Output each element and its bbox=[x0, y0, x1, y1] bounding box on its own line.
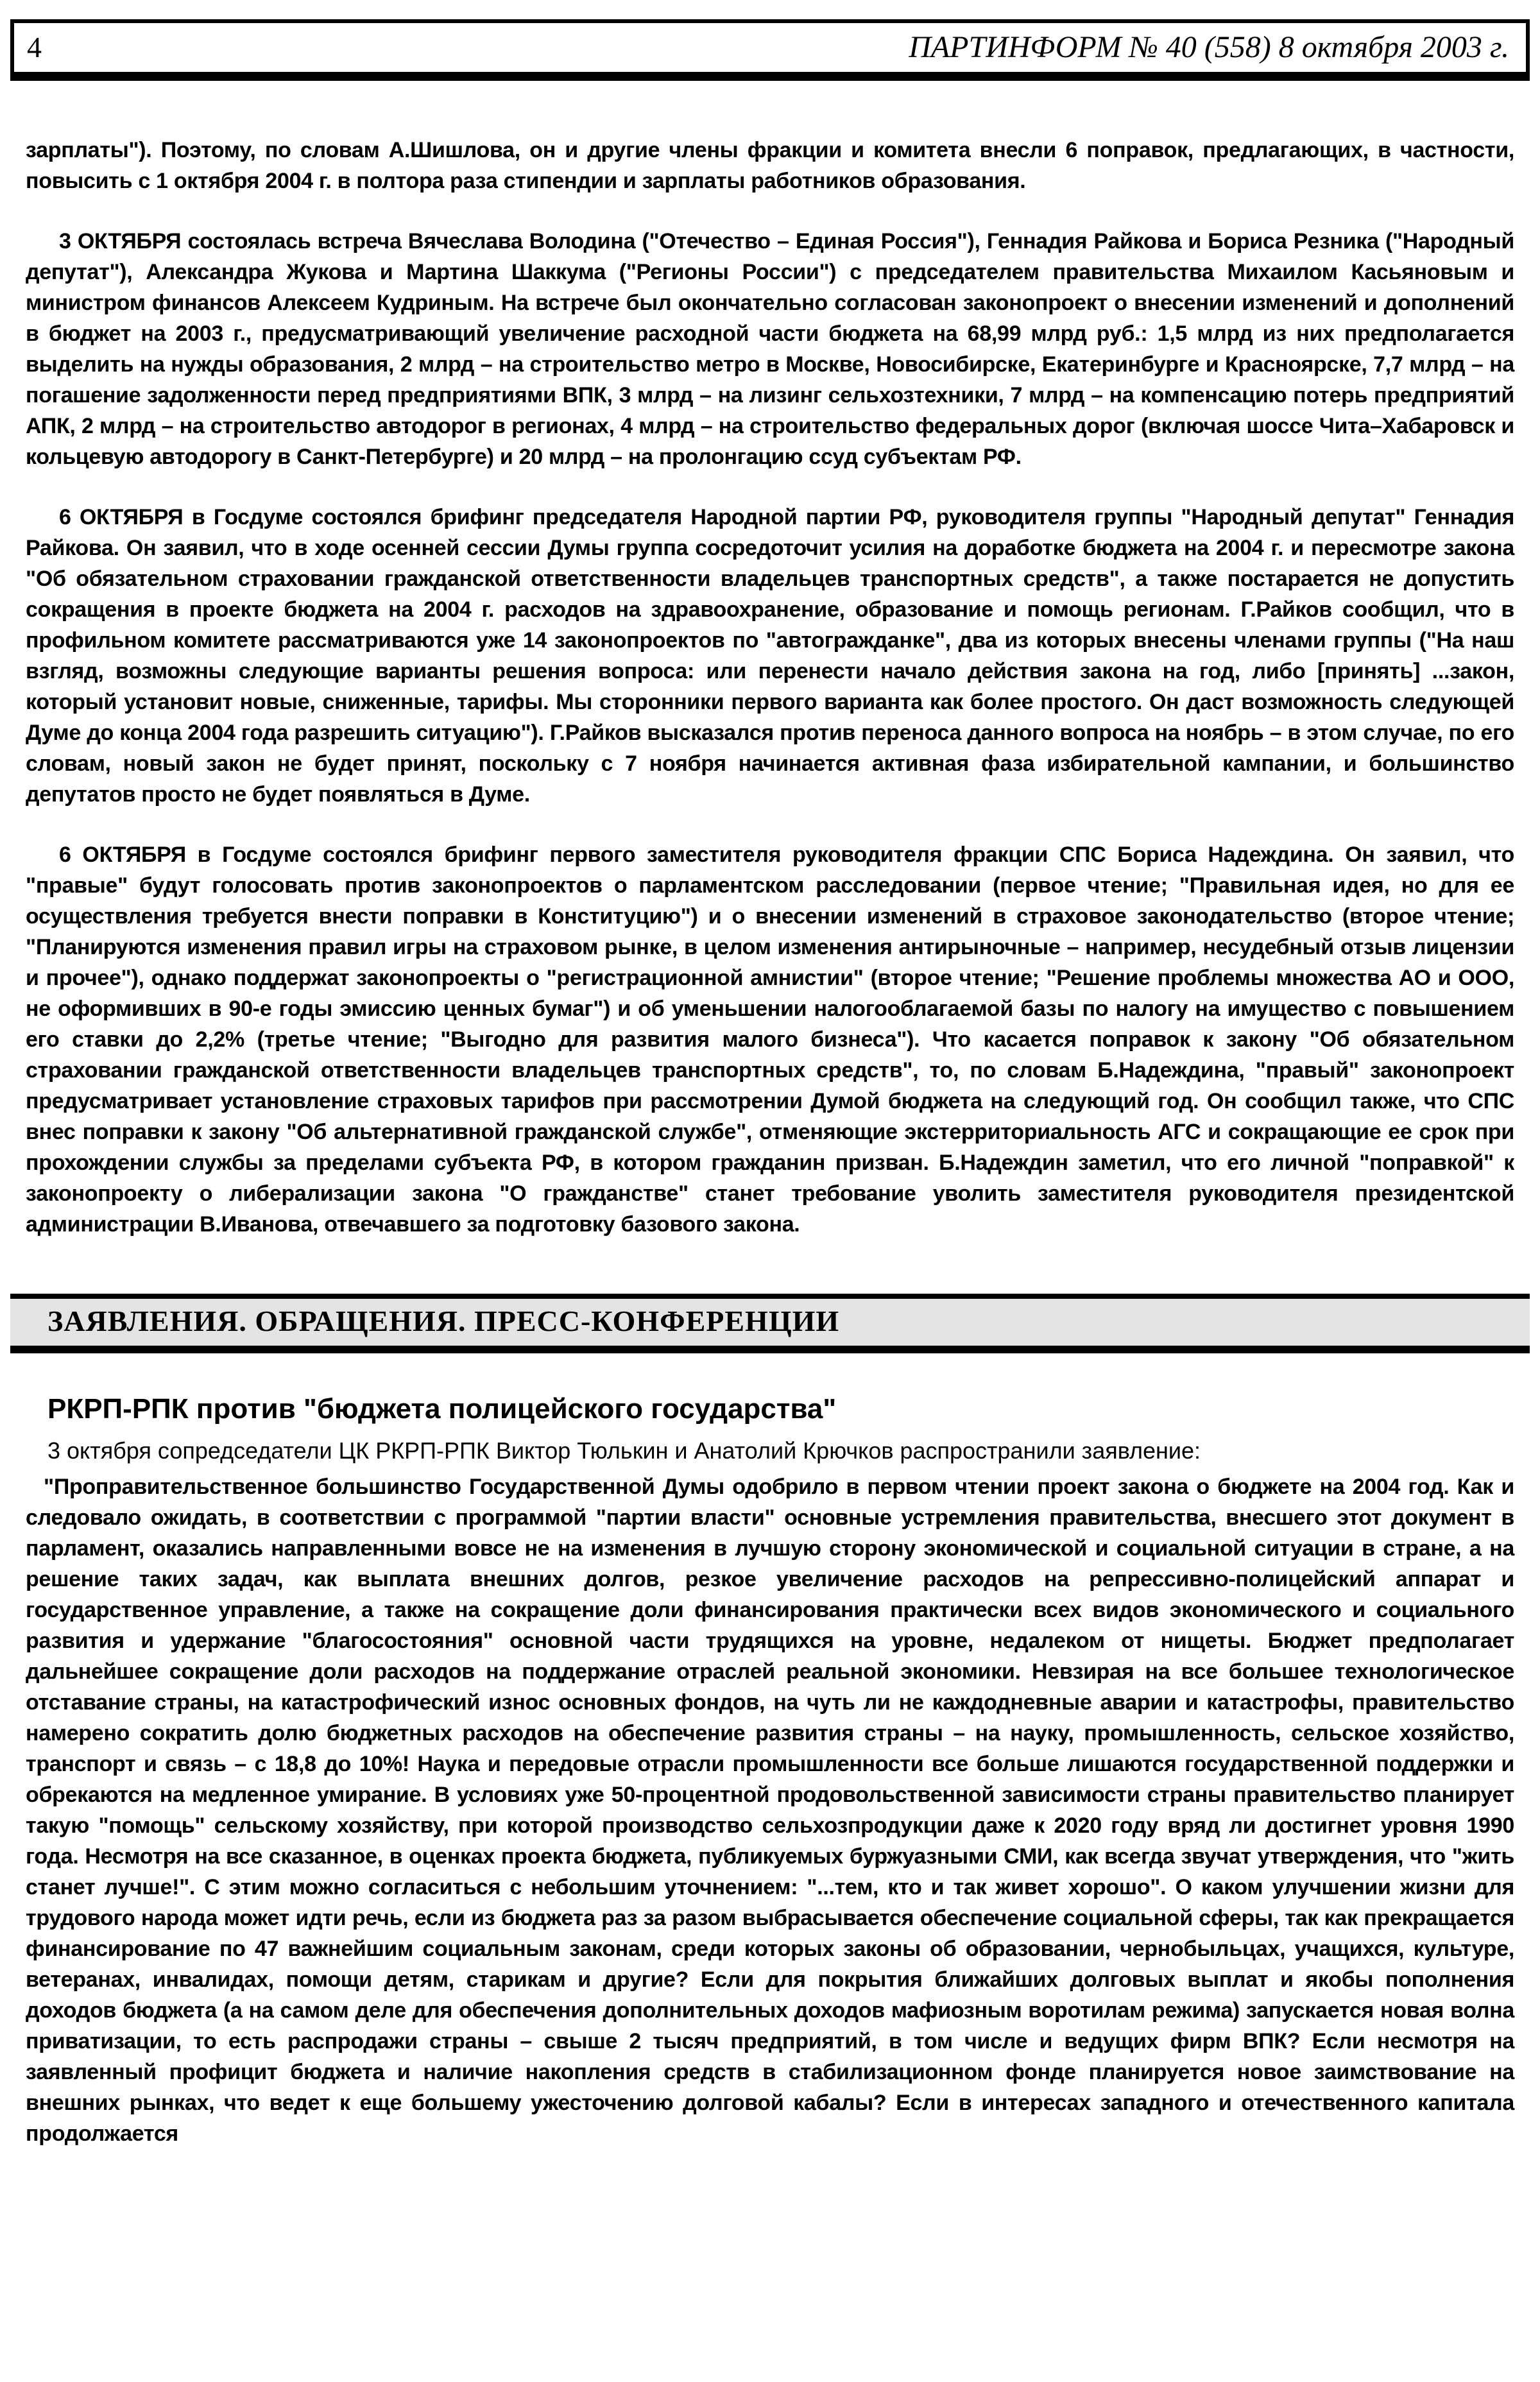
statement-article bbox=[26, 1393, 1514, 2150]
page-number: 4 bbox=[27, 31, 42, 64]
statement-text: "Проправительственное большинство Государственной Думы одобрило в первом чтении проект закона о бюджете на 2004 год. Как и следовало ожидать, в соответствии с программой "партии власти" основные устремления правительства, внесшего этот документ в парламент, оказались направленными вовсе не на изменения в лучшую сторону экономической и социальной ситуации в стране, а на решение таких задач, как выплата внешних долгов, резкое увеличение расходов на репрессивно-полицейский аппарат и государственное управление, а также на сокращение доли финансирования практически всех видов экономического и социального развития и удержание "благосостояния" основной части трудящихся на уровне, недалеком от нищеты. Бюджет предполагает дальнейшее сокращение доли расходов на поддержание отраслей реальной экономики. Невзирая на все большее технологическое отставание страны, на катастрофический износ основных фондов, на чуть ли не каждодневные аварии и катастрофы, правительство намерено сократить долю бюджетных расходов на обеспечение развития страны – на науку, промышленность, сельское хозяйство, транспорт и связь – с 18,8 до 10%! Наука и передовые отрасли промышленности все больше лишаются государственной поддержки и обрекаются на медленное умирание. В условиях уже 50-процентной продовольственной зависимости страны правительство планирует такую "помощь" сельскому хозяйству, при которой производство сельхозпродукции даже к 2020 году вряд ли достигнет уровня 1990 года. Несмотря на все сказанное, в оценках проекта бюджета, публикуемых буржуазными СМИ, как всегда звучат утверждения, что "жить станет лучше!". С этим можно согласиться с небольшим уточнением: "...тем, кто и так живет хорошо". О каком улучшении жизни для трудового народа может идти речь, если из бюджета раз за разом выбрасывается обеспечение социальной сферы, так как прекращается финансирование по 47 важнейшим социальным законам, среди которых законы об образовании, чернобыльцах, учащихся, культуре, ветеранах, инвалидах, помощи детям, старикам и другие? Если для покрытия ближайших долговых выплат и якобы пополнения доходов бюджета (а на самом деле для обеспечения дополнительных доходов мафиозным воротилам режима) запускается новая волна приватизации, то есть распродажи страны – свыше 2 тысяч предприятий, в том числе и ведущих фирм ВПК? Если несмотря на заявленный профицит бюджета и наличие накопления средств в стабилизационном фонде планируется новое заимствование на внешних рынках, что ведет к еще большему ужесточению долговой кабалы? Если в интересах западного и отечественного капитала продолжается bbox=[26, 1475, 1514, 2146]
article-title: РКРП-РПК против "бюджета полицейского государства" bbox=[47, 1392, 837, 1425]
page-header bbox=[10, 19, 1530, 81]
paragraph-continuation: зарплаты"). Поэтому, по словам А.Шишлова, он и другие члены фракции и комитета внесли 6 поправок, предлагающих, в частности, повысить с 1 октября 2004 г. в полтора раза стипендии и зарплаты работников образования. bbox=[26, 138, 1514, 193]
section-banner bbox=[10, 1294, 1530, 1353]
news-item-oct3: 3 ОКТЯБРЯ состоялась встреча Вячеслава Володина ("Отечество – Единая Россия"), Геннадия Райкова и Бориса Резника ("Народный депутат"), Александра Жукова и Мартина Шаккума ("Регионы России") с председателем правительства Михаилом Касьяновым и министром финансов Алексеем Кудриным. На встрече был окончательно согласован законопроект о внесении изменений и дополнений в бюджет на 2003 г., предусматривающий увеличение расходной части бюджета на 68,99 млрд руб.: 1,5 млрд из них предполагается выделить на нужды образования, 2 млрд – на строительство метро в Москве, Новосибирске, Екатеринбурге и Красноярске, 7,7 млрд – на погашение задолженности перед предприятиями ВПК, 3 млрд – на лизинг сельхозтехники, 7 млрд – на компенсацию потерь предприятий АПК, 2 млрд – на строительство автодорог в регионах, 4 млрд – на строительство федеральных дорог (включая шоссе Чита–Хабаровск и кольцевую автодорогу в Санкт-Петербурге) и 20 млрд – на пролонгацию ссуд субъектам РФ. bbox=[26, 229, 1514, 469]
news-chronicle bbox=[26, 135, 1514, 1240]
article-intro: 3 октября сопредседатели ЦК РКРП-РПК Виктор Тюлькин и Анатолий Крючков распространили заявление: bbox=[47, 1437, 1201, 1464]
section-banner-title: ЗАЯВЛЕНИЯ. ОБРАЩЕНИЯ. ПРЕСС-КОНФЕРЕНЦИИ bbox=[47, 1305, 840, 1337]
issue-title: ПАРТИНФОРМ № 40 (558) 8 октября 2003 г. bbox=[909, 30, 1509, 64]
news-item-oct6-raykov: 6 ОКТЯБРЯ в Госдуме состоялся брифинг председателя Народной партии РФ, руководителя группы "Народный депутат" Геннадия Райкова. Он заявил, что в ходе осенней сессии Думы группа сосредоточит усилия на доработке бюджета на 2004 г. и пересмотре закона "Об обязательном страховании гражданской ответственности владельцев транспортных средств", а также постарается не допустить сокращения в проекте бюджета на 2004 г. расходов на здравоохранение, образование и помощь регионам. Г.Райков сообщил, что в профильном комитете рассматриваются уже 14 законопроектов по "автогражданке", два из которых внесены членами группы ("На наш взгляд, возможны следующие варианты решения вопроса: или перенести начало действия закона на год, либо [принять] ...закон, который установит новые, сниженные, тарифы. Мы сторонники первого варианта как более простого. Он даст возможность следующей Думе до конца 2004 года разрешить ситуацию"). Г.Райков высказался против переноса данного вопроса на ноябрь – в этом случае, по его словам, новый закон не будет принят, поскольку с 7 ноября начинается активная фаза избирательной кампании, и большинство депутатов просто не будет появляться в Думе. bbox=[26, 505, 1514, 807]
news-item-oct6-nadezhdin: 6 ОКТЯБРЯ в Госдуме состоялся брифинг первого заместителя руководителя фракции СПС Бориса Надеждина. Он заявил, что "правые" будут голосовать против законопроектов о парламентском расследовании (первое чтение; "Правильная идея, но для ее осуществления требуется внести поправки в Конституцию") и о внесении изменений в страховое законодательство (второе чтение; "Планируются изменения правил игры на страховом рынке, в целом изменения антирыночные – например, несудебный отзыв лицензии и прочее"), однако поддержат законопроекты о "регистрационной амнистии" (второе чтение; "Решение проблемы множества АО и ООО, не оформивших в 90-е годы эмиссию ценных бумаг") и об уменьшении налогооблагаемой базы по налогу на имущество с повышением его ставки до 2,2% (третье чтение; "Выгодно для развития малого бизнеса"). Что касается поправок к закону "Об обязательном страховании гражданской ответственности владельцев транспортных средств", то, по словам Б.Надеждина, "правый" законопроект предусматривает установление страховых тарифов при рассмотрении Думой бюджета на следующий год. Он сообщил также, что СПС внес поправки к закону "Об альтернативной гражданской службе", отменяющие экстерриториальность АГС и сокращающие ее срок при прохождении службы за пределами субъекта РФ, в котором гражданин призван. Б.Надеждин заметил, что его личной "поправкой" к законопроекту о либерализации закона "О гражданстве" станет требование уволить заместителя руководителя президентской администрации В.Иванова, отвечавшего за подготовку базового закона. bbox=[26, 843, 1514, 1237]
